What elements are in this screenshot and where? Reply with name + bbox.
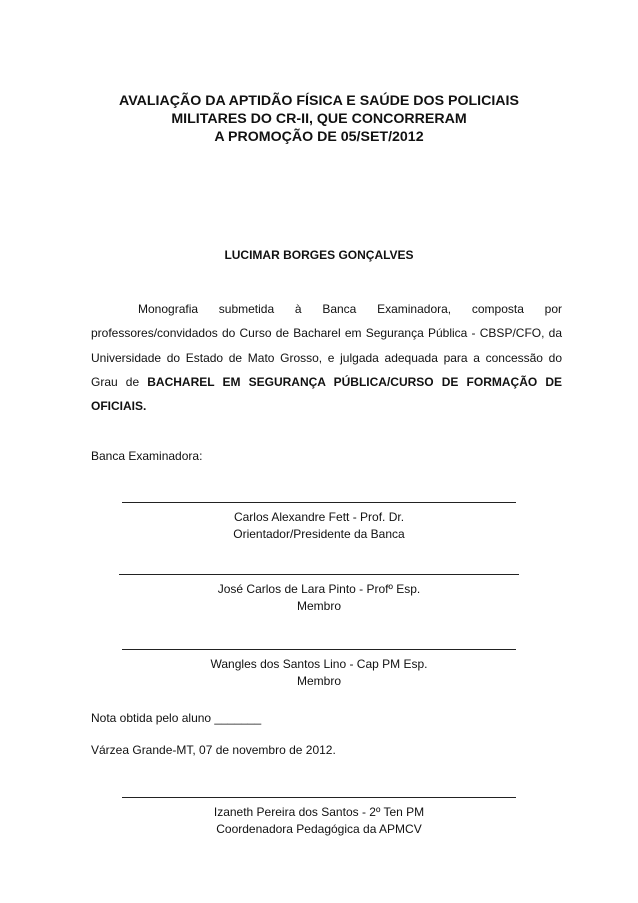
signer-role: Membro xyxy=(296,673,341,688)
author-name: LUCIMAR BORGES GONÇALVES xyxy=(224,248,414,262)
signature-block-member-1 xyxy=(0,574,638,614)
approval-text: Monografia submetida à Banca Examinadora, composta por professores/convidados do Curso de Bacharel em Segurança Pública - CBSP/CFO, da Universidade do Estado de Mato Grosso, e julgada adequada para a concessão do Grau de xyxy=(91,302,562,389)
signer-role: Orientador/Presidente da Banca xyxy=(233,526,405,541)
approval-paragraph xyxy=(91,297,562,418)
signature-line xyxy=(122,797,516,798)
signature-line xyxy=(122,649,516,650)
signature-block-member-2 xyxy=(0,649,638,689)
document-title xyxy=(0,92,638,146)
signature-block-president xyxy=(0,502,638,542)
title-line-1: AVALIAÇÃO DA APTIDÃO FÍSICA E SAÚDE DOS POLICIAIS xyxy=(119,93,519,109)
signer-role: Coordenadora Pedagógica da APMCV xyxy=(216,821,422,836)
place-date: Várzea Grande-MT, 07 de novembro de 2012. xyxy=(91,743,336,757)
signature-line xyxy=(119,574,519,575)
title-line-3: A PROMOÇÃO DE 05/SET/2012 xyxy=(214,129,424,145)
signer-name: Carlos Alexandre Fett - Prof. Dr. xyxy=(233,510,405,524)
board-label: Banca Examinadora: xyxy=(91,449,203,463)
grade-line: Nota obtida pelo aluno _______ xyxy=(91,711,262,725)
degree-name: BACHAREL EM SEGURANÇA PÚBLICA/CURSO DE FORMAÇÃO DE OFICIAIS. xyxy=(91,374,562,414)
signer-name: Izaneth Pereira dos Santos - 2º Ten PM xyxy=(213,805,425,819)
signature-line xyxy=(122,502,516,503)
title-line-2: MILITARES DO CR-II, QUE CONCORRERAM xyxy=(171,111,467,127)
signer-name: José Carlos de Lara Pinto - Profº Esp. xyxy=(217,582,421,596)
signer-role: Membro xyxy=(296,598,341,613)
signature-block-coordinator xyxy=(0,797,638,837)
signer-name: Wangles dos Santos Lino - Cap PM Esp. xyxy=(210,657,428,671)
